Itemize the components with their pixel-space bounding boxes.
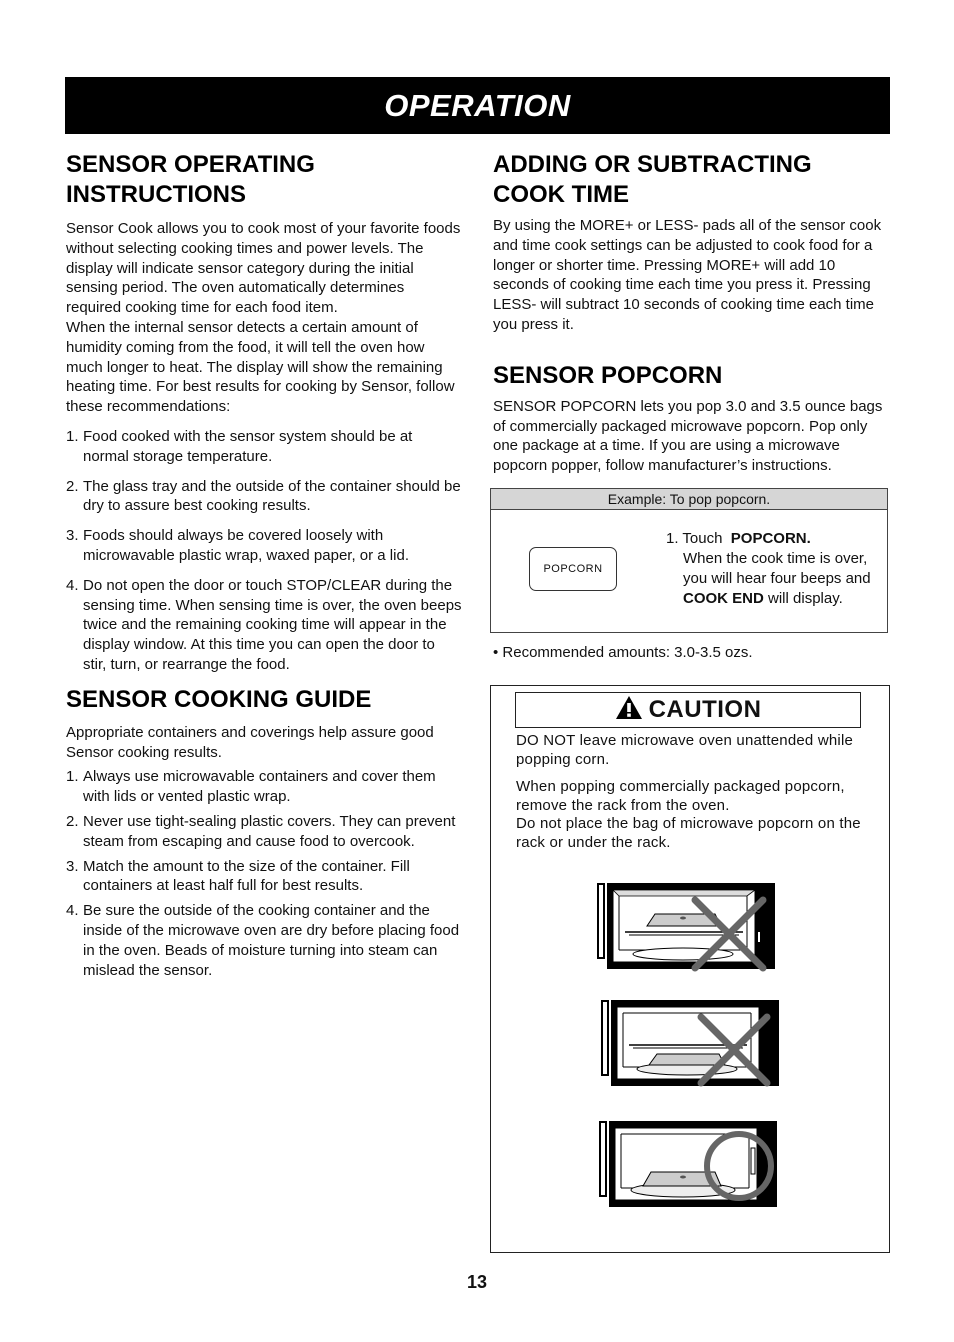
list-item: 4. Be sure the outside of the cooking container and the inside of the microwave oven are dry before placing food in the oven. Beads of moisture turning into steam can mislead the sensor. xyxy=(66,902,460,979)
caution-line: When popping commercially packaged popcorn, remove the rack from the oven. xyxy=(516,778,845,814)
heading-line: SENSOR OPERATING xyxy=(66,151,315,178)
banner-title: OPERATION xyxy=(384,87,571,123)
caution-line: Do not place the bag of microwave popcorn on the rack or under the rack. xyxy=(516,815,861,851)
warning-triangle-icon xyxy=(615,695,643,725)
popcorn-button[interactable]: POPCORN xyxy=(529,547,617,591)
sensor-popcorn-heading: SENSOR POPCORN xyxy=(493,361,723,389)
sensor-intro-paragraph: Sensor Cook allows you to cook most of your favorite foods without selecting cooking times and power levels. The display will indicate sensor category during the initial sensing period. The oven automatically determines required cooking time for each food item. xyxy=(66,220,461,317)
heading-line: ADDING OR SUBTRACTING xyxy=(493,151,812,178)
sensor-guide-list xyxy=(66,767,462,980)
caution-box xyxy=(490,685,890,1253)
caution-line: DO NOT leave microwave oven unattended while popping corn. xyxy=(516,732,854,768)
list-item-text: Be sure the outside of the cooking container and the inside of the microwave oven are dry before placing food in the oven. Beads of moisture turning into steam can mislead the sensor. xyxy=(83,902,460,979)
caution-title: CAUTION xyxy=(648,696,762,723)
step-prefix: 1. Touch xyxy=(666,530,723,547)
step-text: will display. xyxy=(768,590,843,607)
list-item: 1. Always use microwavable containers and cover them with lids or vented plastic wrap. xyxy=(66,768,436,806)
list-item: 2. Never use tight-sealing plastic covers. They can prevent steam from escaping and cause food to overcook. xyxy=(66,812,456,850)
page-number: 13 xyxy=(466,1272,488,1292)
recommended-amounts: • Recommended amounts: 3.0-3.5 ozs. xyxy=(493,644,753,661)
list-item-text: Do not open the door or touch STOP/CLEAR during the sensing time. When sensing time is over, the oven beeps twice and the remaining cooking time will appear in the display window. At this time you can open the door to stir, turn, or rearrange the food. xyxy=(83,576,462,673)
list-item-text: Foods should always be covered loosely with microwavable plastic wrap, waxed paper, or a lid. xyxy=(83,527,409,564)
right-column xyxy=(493,150,889,476)
step-detail xyxy=(666,549,884,609)
oven-bag-on-tray-illustration xyxy=(599,1120,781,1210)
sensor-recommendations-list xyxy=(66,427,462,675)
caution-header xyxy=(515,692,861,728)
list-item-text: Match the amount to the size of the container. Fill containers at least half full for best results. xyxy=(83,857,410,895)
list-item-text: Food cooked with the sensor system should be at normal storage temperature. xyxy=(83,427,413,465)
step-bold: POPCORN. xyxy=(730,530,811,547)
oven-bag-on-rack-illustration xyxy=(597,882,777,972)
left-column xyxy=(66,150,462,980)
list-item-text: Never use tight-sealing plastic covers. They can prevent steam from escaping and cause food to overcook. xyxy=(83,812,456,850)
adding-subtracting-heading xyxy=(493,150,889,210)
oven-bag-under-rack-illustration xyxy=(601,999,781,1089)
example-step xyxy=(666,529,884,609)
sensor-guide-heading: SENSOR COOKING GUIDE xyxy=(66,685,372,713)
list-item: 3. Match the amount to the size of the container. Fill containers at least half full for best results. xyxy=(66,857,410,895)
heading-line: INSTRUCTIONS xyxy=(66,181,246,208)
section-banner xyxy=(65,77,890,134)
popcorn-example-box xyxy=(490,488,888,633)
list-item: 4. Do not open the door or touch STOP/CLEAR during the sensing time. When sensing time is over, the oven beeps twice and the remaining cooking time will appear in the display window. At this time you can open the door to stir, turn, or rearrange the food. xyxy=(66,576,462,673)
list-item-text: The glass tray and the outside of the container should be dry to assure best cooking results. xyxy=(83,477,461,515)
step-bold: COOK END xyxy=(683,590,764,607)
step-text: When the cook time is over, you will hear four beeps and xyxy=(683,550,871,587)
list-item-text: Always use microwavable containers and cover them with lids or vented plastic wrap. xyxy=(83,768,436,806)
adding-paragraph: By using the MORE+ or LESS- pads all of the sensor cook and time cook settings can be adjusted to cook food for a longer or shorter time. Pressing MORE+ will add 10 seconds of cooking time each time you press it. Pressing LESS- will subtract 10 seconds of cooking time each time you press it. xyxy=(493,217,882,333)
caution-text xyxy=(516,732,866,852)
popcorn-paragraph: SENSOR POPCORN lets you pop 3.0 and 3.5 ounce bags of commercially packaged microwave popcorn. Pop only one package at a time. If you are using a microwave popcorn popper, follow manufacturer’s instructions. xyxy=(493,397,883,475)
list-item: 2. The glass tray and the outside of the container should be dry to assure best cooking results. xyxy=(66,477,461,515)
heading-line: COOK TIME xyxy=(493,181,629,208)
list-item: 3. Foods should always be covered loosely with microwavable plastic wrap, waxed paper, or a lid. xyxy=(66,527,409,564)
list-item: 1. Food cooked with the sensor system should be at normal storage temperature. xyxy=(66,427,413,465)
sensor-guide-intro: Appropriate containers and coverings help assure good Sensor cooking results. xyxy=(66,723,434,761)
sensor-humidity-paragraph: When the internal sensor detects a certain amount of humidity coming from the food, it will tell the oven how much longer to heat. The display will show the remaining heating time. For best results for cooking by Sensor, follow these recommendations: xyxy=(66,318,455,416)
example-header: Example: To pop popcorn. xyxy=(491,489,887,510)
sensor-instructions-heading xyxy=(66,150,462,210)
